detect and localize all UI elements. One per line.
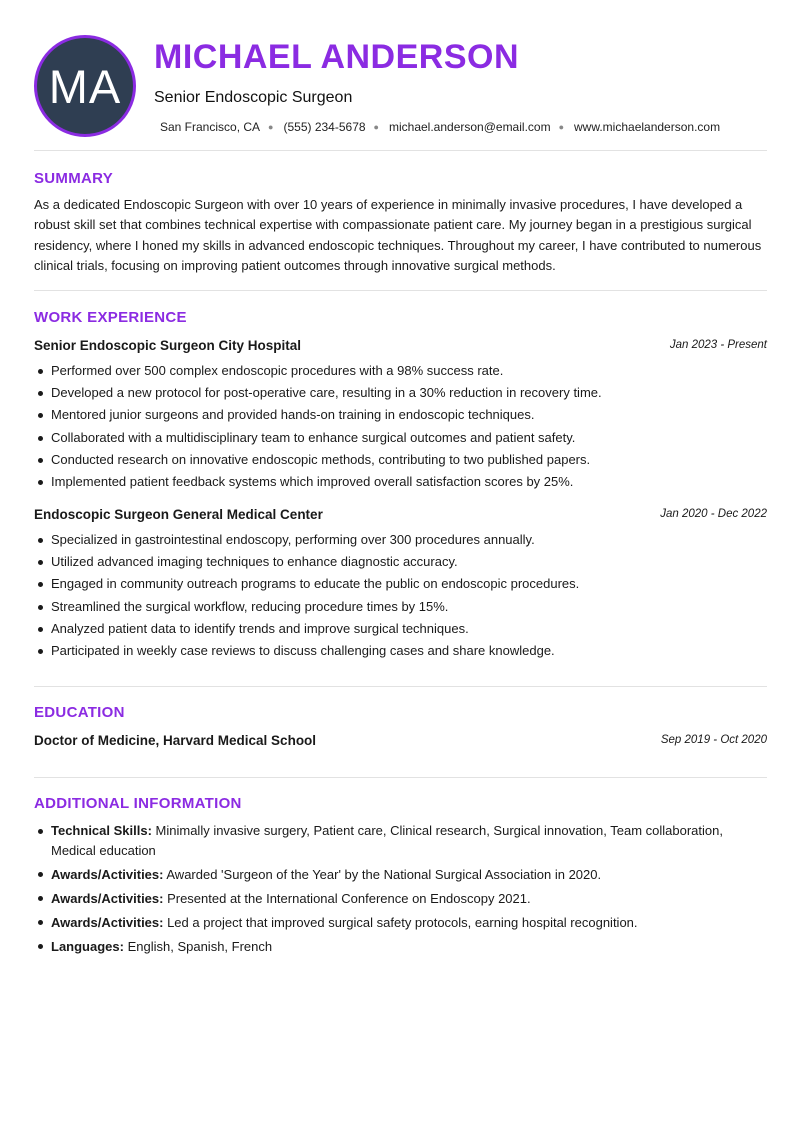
list-item: Implemented patient feedback systems which improved overall satisfaction scores by 25%. [34, 471, 767, 493]
item-text: Led a project that improved surgical safety protocols, earning hospital recognition. [163, 914, 638, 930]
avatar [34, 35, 136, 137]
section-divider [34, 777, 767, 778]
section-divider [34, 290, 767, 291]
item-text: English, Spanish, French [123, 938, 273, 954]
list-item [34, 937, 767, 957]
list-item [34, 821, 767, 860]
candidate-name: MICHAEL ANDERSON [154, 38, 520, 76]
additional-list [34, 821, 767, 961]
candidate-title: Senior Endoscopic Surgeon [154, 89, 353, 106]
bullet-separator-icon: ● [558, 122, 565, 132]
list-item: Specialized in gastrointestinal endoscopy, performing over 300 procedures annually. [34, 529, 767, 551]
list-item [34, 889, 767, 909]
list-item: Developed a new protocol for post-operative care, resulting in a 30% reduction in recovery time. [34, 382, 767, 404]
education-heading: EDUCATION [34, 704, 125, 721]
education-date: Sep 2019 - Oct 2020 [660, 734, 767, 746]
contact-location: San Francisco, CA [160, 120, 261, 134]
contact-email[interactable]: michael.anderson@email.com [388, 120, 551, 134]
education-entry [34, 733, 767, 751]
job-date: Jan 2020 - Dec 2022 [660, 508, 767, 520]
contact-website[interactable]: www.michaelanderson.com [574, 120, 721, 134]
summary-text: As a dedicated Endoscopic Surgeon with over 10 years of experience in minimally invasive procedures, I have developed a robust skill set that combines technical expertise with compassionate patient care. My journey began in a prestigious surgical residency, where I honed my skills in advanced endoscopic techniques. Throughout my career, I have contributed to numerous clinical trials, focusing on improving patient outcomes through innovative surgical methods. [34, 197, 762, 273]
list-item: Streamlined the surgical workflow, reducing procedure times by 15%. [34, 596, 767, 618]
bullet-separator-icon: ● [268, 122, 274, 132]
list-item: Participated in weekly case reviews to discuss challenging cases and share knowledge. [34, 640, 767, 662]
job-bullet-list [34, 529, 767, 662]
contact-bar [160, 120, 720, 134]
section-divider [34, 150, 767, 151]
item-label: Languages: [51, 938, 124, 954]
list-item: Collaborated with a multidisciplinary team to enhance surgical outcomes and patient safety. [34, 427, 767, 449]
contact-phone: (555) 234-5678 [283, 120, 366, 134]
section-divider [34, 686, 767, 687]
list-item: Analyzed patient data to identify trends and improve surgical techniques. [34, 618, 767, 640]
item-text: Minimally invasive surgery, Patient care, Clinical research, Surgical innovation, Team collaboration, Medical education [51, 823, 723, 858]
list-item: Conducted research on innovative endoscopic methods, contributing to two published papers. [34, 449, 767, 471]
item-label: Awards/Activities: [51, 890, 164, 906]
job-title: Senior Endoscopic Surgeon City Hospital [34, 338, 302, 353]
job-title: Endoscopic Surgeon General Medical Center [34, 507, 323, 522]
job-header [34, 338, 767, 356]
bullet-separator-icon: ● [373, 122, 379, 132]
job-bullet-list [34, 360, 767, 493]
list-item: Performed over 500 complex endoscopic procedures with a 98% success rate. [34, 360, 767, 382]
education-degree: Doctor of Medicine, Harvard Medical School [34, 733, 317, 748]
list-item [34, 865, 767, 885]
experience-heading: WORK EXPERIENCE [34, 309, 187, 326]
list-item [34, 913, 767, 933]
list-item: Engaged in community outreach programs to educate the public on endoscopic procedures. [34, 573, 767, 595]
avatar-initials: MA [48, 59, 122, 113]
item-text: Presented at the International Conference on Endoscopy 2021. [163, 890, 531, 906]
list-item: Utilized advanced imaging techniques to enhance diagnostic accuracy. [34, 551, 767, 573]
item-label: Awards/Activities: [51, 866, 164, 882]
summary-heading: SUMMARY [34, 170, 114, 187]
job-date: Jan 2023 - Present [669, 339, 767, 351]
item-label: Technical Skills: [51, 823, 152, 838]
item-text: Awarded 'Surgeon of the Year' by the National Surgical Association in 2020. [163, 866, 602, 882]
list-item: Mentored junior surgeons and provided hands-on training in endoscopic techniques. [34, 404, 767, 426]
item-label: Awards/Activities: [51, 914, 164, 930]
additional-heading: ADDITIONAL INFORMATION [34, 795, 242, 812]
job-header [34, 507, 767, 525]
